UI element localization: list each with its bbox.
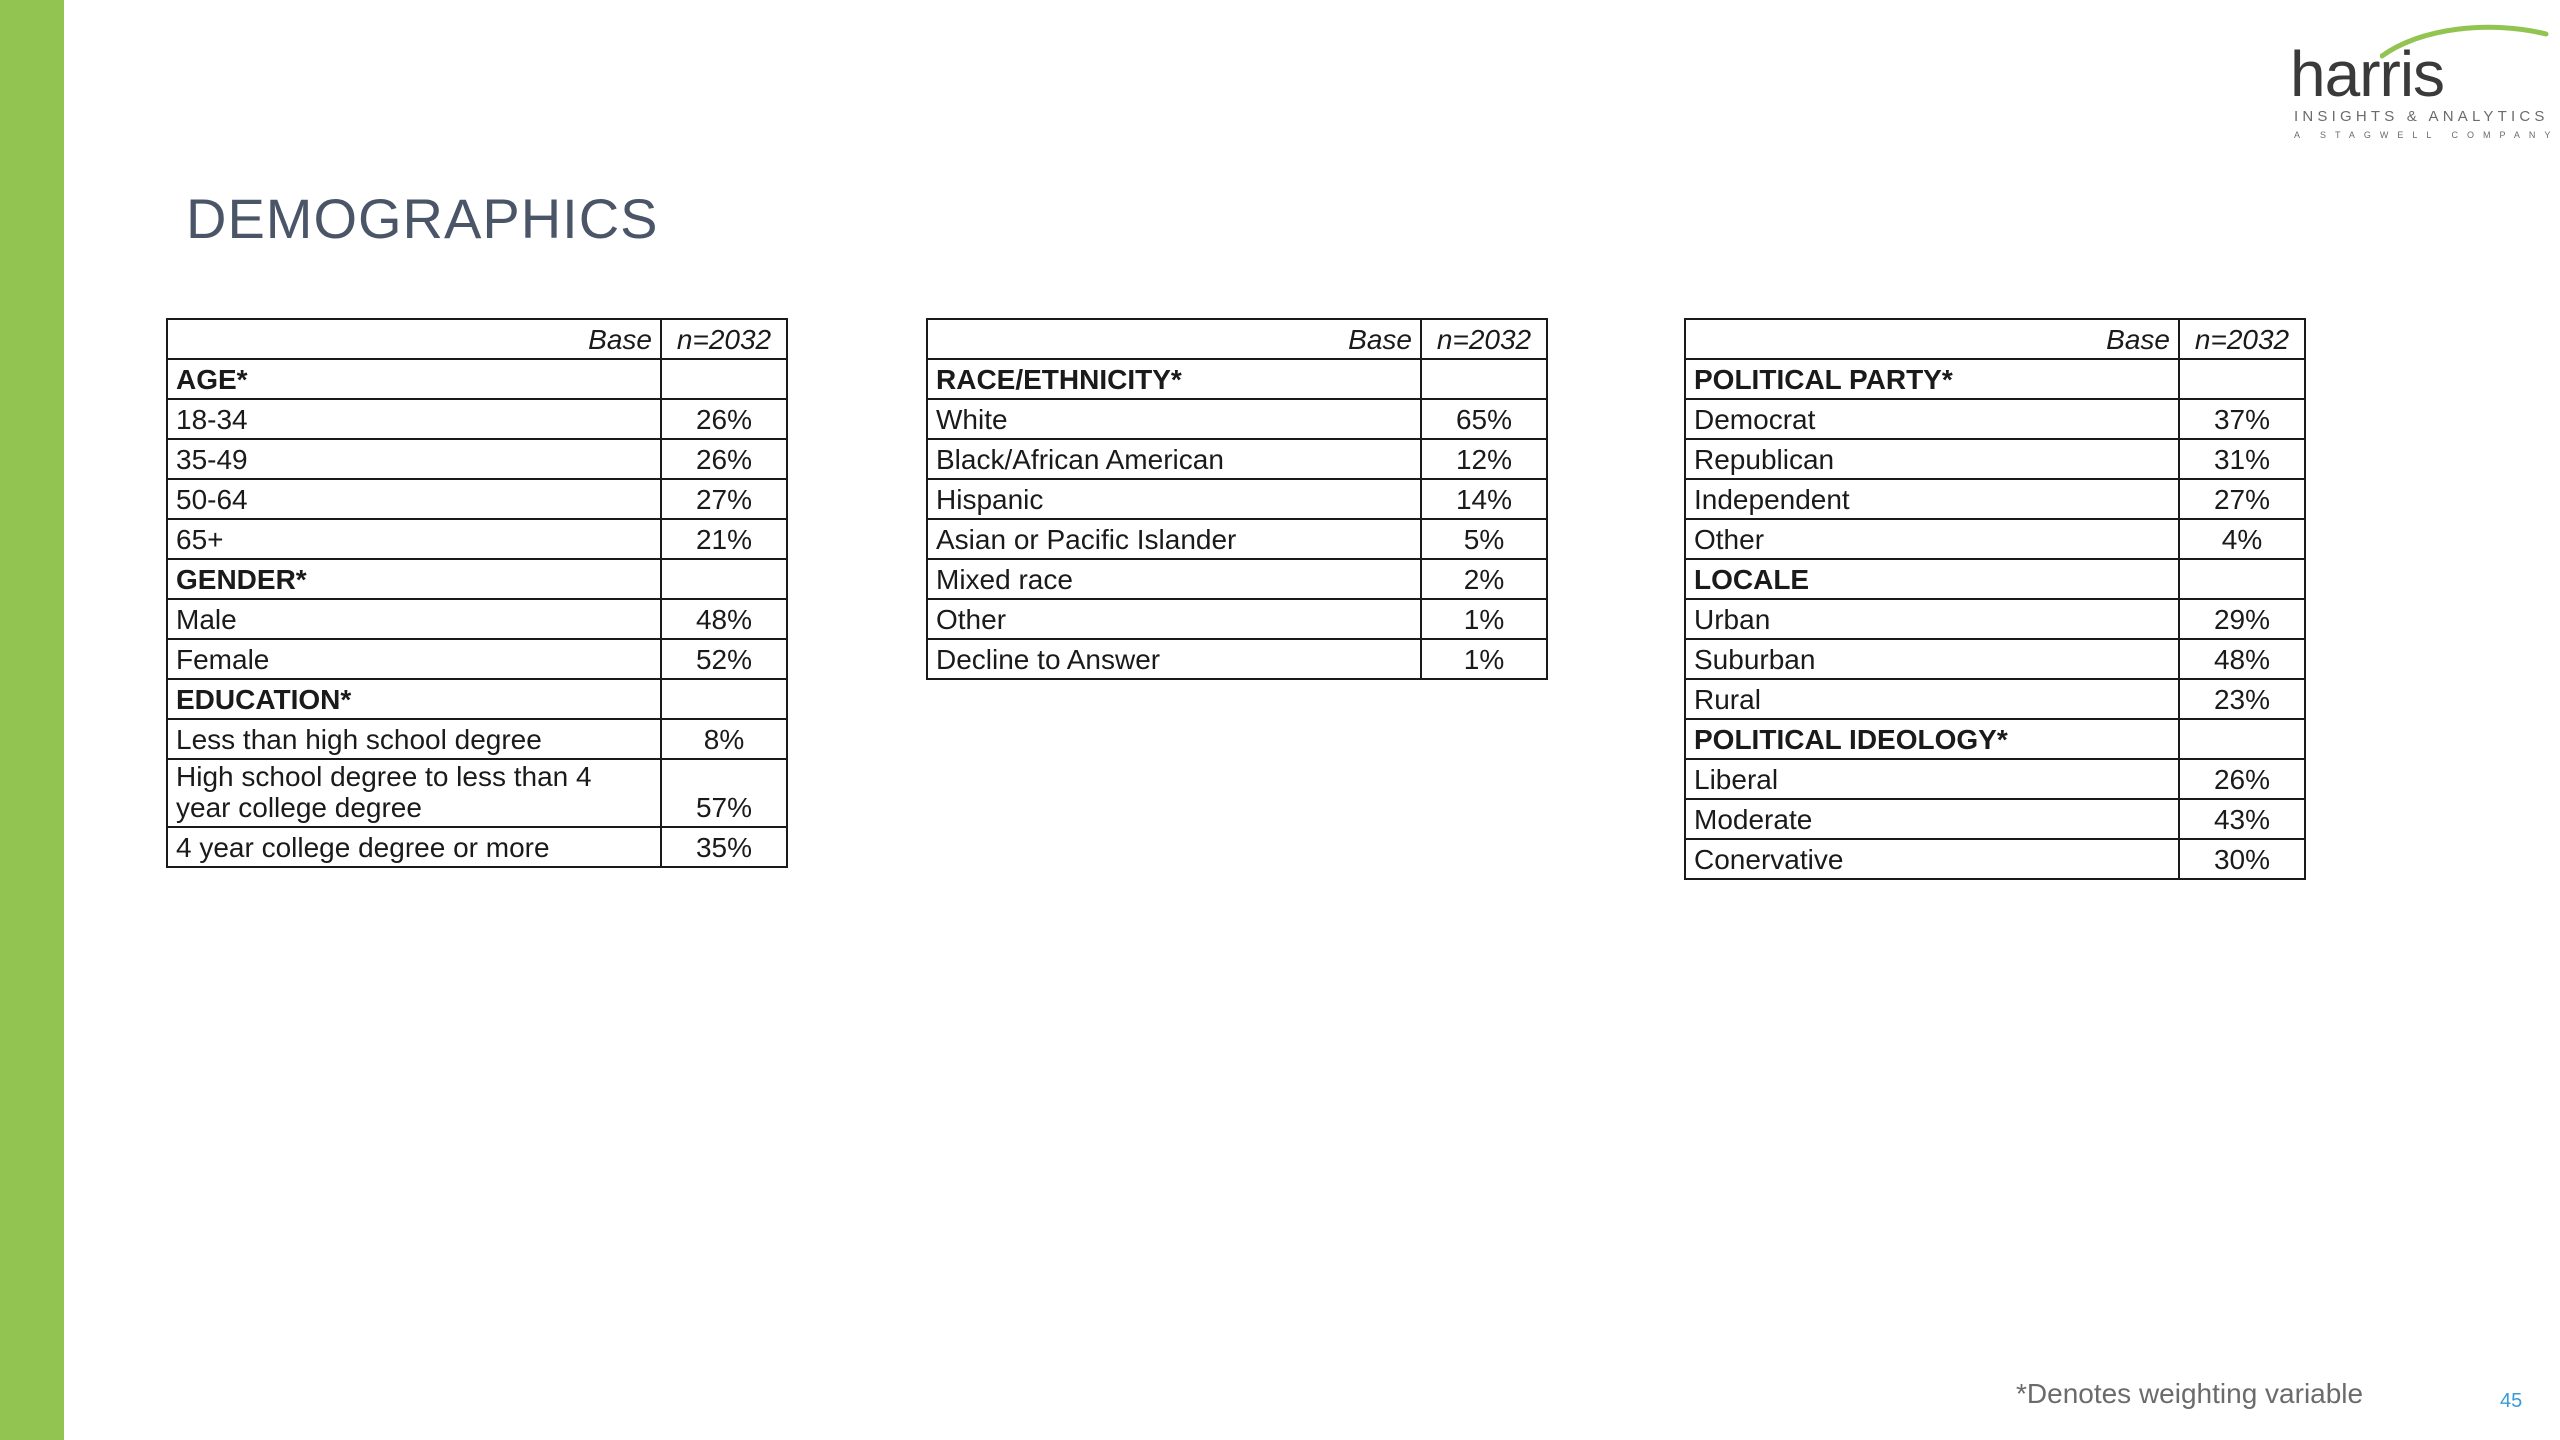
page-number: 45	[2500, 1390, 2523, 1412]
row-value: 31%	[2179, 439, 2305, 479]
row-label: Moderate	[1685, 799, 2179, 839]
row-label: Independent	[1685, 479, 2179, 519]
row-value: 1%	[1421, 639, 1547, 679]
base-label: Base	[167, 319, 661, 359]
row-value: 43%	[2179, 799, 2305, 839]
row-value: 48%	[2179, 639, 2305, 679]
logo-wordmark: harris	[2290, 38, 2445, 110]
row-value: 4%	[2179, 519, 2305, 559]
footnote: *Denotes weighting variable	[2016, 1378, 2364, 1409]
section-label: GENDER*	[167, 559, 661, 599]
row-label: 35-49	[167, 439, 661, 479]
row-value: 1%	[1421, 599, 1547, 639]
row-label: Democrat	[1685, 399, 2179, 439]
table-row	[1685, 799, 2305, 839]
row-label: Urban	[1685, 599, 2179, 639]
row-label: High school degree to less than 4 year college degree	[167, 759, 661, 827]
base-label: Base	[927, 319, 1421, 359]
section-header-row	[1685, 719, 2305, 759]
section-label: EDUCATION*	[167, 679, 661, 719]
base-row	[927, 319, 1547, 359]
row-value: 65%	[1421, 399, 1547, 439]
row-value	[661, 559, 787, 599]
row-value: 26%	[661, 399, 787, 439]
row-value: 57%	[661, 759, 787, 827]
base-label: Base	[1685, 319, 2179, 359]
table-row	[927, 599, 1547, 639]
row-value: 52%	[661, 639, 787, 679]
harris-logo	[2290, 20, 2560, 150]
row-value	[2179, 719, 2305, 759]
table-row	[167, 519, 787, 559]
table-row	[1685, 519, 2305, 559]
table-row	[167, 759, 787, 827]
table-row	[927, 639, 1547, 679]
base-value: n=2032	[2179, 319, 2305, 359]
row-label: Male	[167, 599, 661, 639]
table-row	[167, 719, 787, 759]
section-label: LOCALE	[1685, 559, 2179, 599]
table-row	[1685, 639, 2305, 679]
base-row	[1685, 319, 2305, 359]
section-header-row	[167, 679, 787, 719]
row-label: Suburban	[1685, 639, 2179, 679]
row-label: Rural	[1685, 679, 2179, 719]
row-value: 48%	[661, 599, 787, 639]
row-label: Republican	[1685, 439, 2179, 479]
row-label: White	[927, 399, 1421, 439]
table-row	[927, 439, 1547, 479]
logo-parent-company: A STAGWELL COMPANY	[2294, 130, 2560, 140]
row-label: Other	[1685, 519, 2179, 559]
section-label: AGE*	[167, 359, 661, 399]
row-value: 27%	[2179, 479, 2305, 519]
row-label: Mixed race	[927, 559, 1421, 599]
row-value: 21%	[661, 519, 787, 559]
row-value: 26%	[661, 439, 787, 479]
row-value	[1421, 359, 1547, 399]
table-row	[1685, 399, 2305, 439]
section-header-row	[167, 559, 787, 599]
section-header-row	[1685, 559, 2305, 599]
row-label: 50-64	[167, 479, 661, 519]
row-value	[2179, 559, 2305, 599]
row-label: Other	[927, 599, 1421, 639]
row-label: Asian or Pacific Islander	[927, 519, 1421, 559]
row-value: 2%	[1421, 559, 1547, 599]
row-value: 35%	[661, 827, 787, 867]
row-value: 23%	[2179, 679, 2305, 719]
table-row	[1685, 479, 2305, 519]
demographics-table-age-gender-education	[166, 318, 788, 868]
table-row	[1685, 759, 2305, 799]
row-value	[661, 679, 787, 719]
row-value	[2179, 359, 2305, 399]
row-label: 65+	[167, 519, 661, 559]
table-row	[167, 827, 787, 867]
table-row	[167, 399, 787, 439]
table-row	[927, 519, 1547, 559]
row-label: Black/African American	[927, 439, 1421, 479]
table-row	[167, 439, 787, 479]
row-label: Hispanic	[927, 479, 1421, 519]
table-row	[1685, 839, 2305, 879]
row-label: Conervative	[1685, 839, 2179, 879]
section-header-row	[927, 359, 1547, 399]
row-value: 30%	[2179, 839, 2305, 879]
table-row	[167, 479, 787, 519]
table-row	[927, 479, 1547, 519]
base-value: n=2032	[661, 319, 787, 359]
row-value: 29%	[2179, 599, 2305, 639]
accent-bar	[0, 0, 64, 1440]
logo-tagline: INSIGHTS & ANALYTICS	[2294, 108, 2549, 125]
base-row	[167, 319, 787, 359]
row-label: 4 year college degree or more	[167, 827, 661, 867]
row-value: 8%	[661, 719, 787, 759]
row-value: 12%	[1421, 439, 1547, 479]
table-row	[1685, 599, 2305, 639]
table-row	[167, 599, 787, 639]
section-label: POLITICAL PARTY*	[1685, 359, 2179, 399]
row-value: 26%	[2179, 759, 2305, 799]
demographics-table-race-ethnicity	[926, 318, 1548, 680]
table-row	[1685, 679, 2305, 719]
row-label: Decline to Answer	[927, 639, 1421, 679]
row-value: 14%	[1421, 479, 1547, 519]
row-value: 5%	[1421, 519, 1547, 559]
table-row	[1685, 439, 2305, 479]
section-header-row	[167, 359, 787, 399]
table-row	[167, 639, 787, 679]
demographics-table-politics-locale	[1684, 318, 2306, 880]
row-label: Female	[167, 639, 661, 679]
row-label: Less than high school degree	[167, 719, 661, 759]
row-value: 37%	[2179, 399, 2305, 439]
section-label: POLITICAL IDEOLOGY*	[1685, 719, 2179, 759]
section-header-row	[1685, 359, 2305, 399]
section-label: RACE/ETHNICITY*	[927, 359, 1421, 399]
row-label: Liberal	[1685, 759, 2179, 799]
page-title: DEMOGRAPHICS	[186, 187, 659, 250]
base-value: n=2032	[1421, 319, 1547, 359]
row-value	[661, 359, 787, 399]
table-row	[927, 559, 1547, 599]
row-label: 18-34	[167, 399, 661, 439]
table-row	[927, 399, 1547, 439]
row-value: 27%	[661, 479, 787, 519]
